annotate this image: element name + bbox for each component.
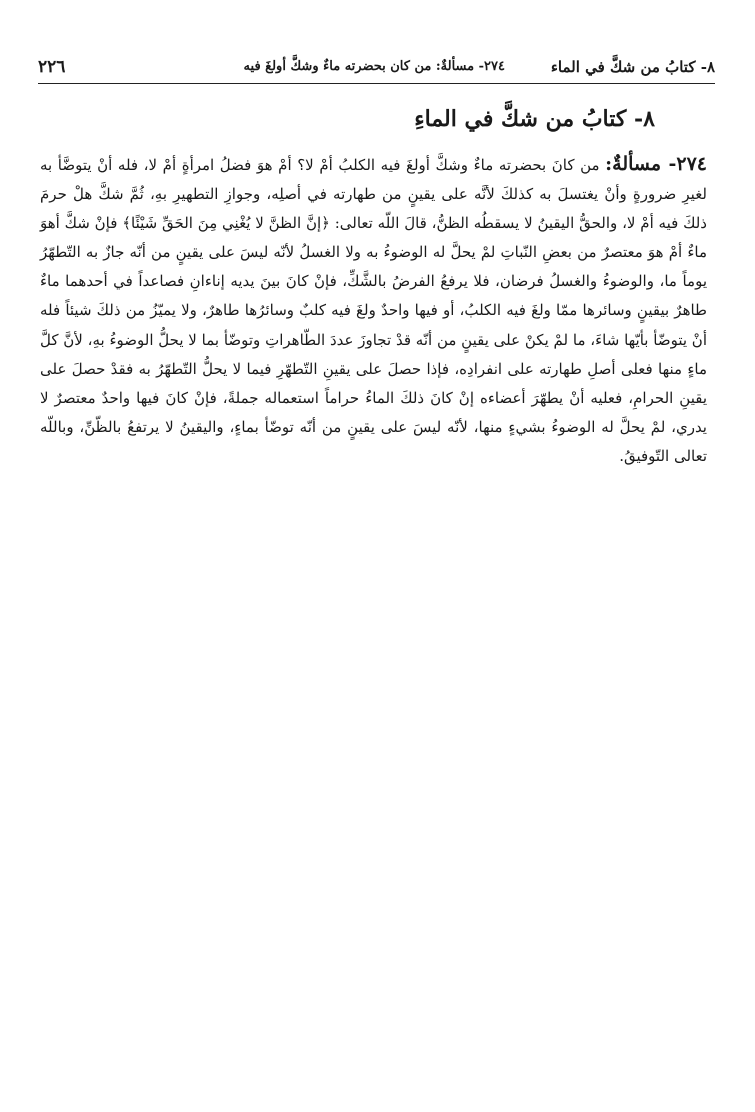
issue-paragraph [40,150,707,471]
chapter-heading: ٨- كتابُ من شكَّ في الماءِ [414,106,655,132]
running-header [38,56,715,84]
header-chapter-title: ٨- كتابُ من شكَّ في الماء [550,58,715,76]
header-issue-title: ٢٧٤- مسألةٌ: من كان بحضرته ماءٌ وشكَّ أولغَ فيه [243,59,505,74]
header-divider [38,83,715,84]
page-number: ٢٢٦ [38,57,66,77]
issue-body-text: من كانَ بحضرته ماءٌ وشكَّ أولغَ فيه الكلبُ أمْ لا؟ أمْ هوَ فضلُ امرأةٍ أمْ لا، فله أنْ يتوضَّأ به لغيرِ ضرورةٍ وأنْ يغتسلَ به كذلكَ لأنَّه على يقينٍ من طهارته في أصلِه، وجوازِ التطهيرِ بهِ، ثُمَّ شكَّ هلْ حرمَ ذلكَ فيه أمْ لا، والحقُّ اليقينُ لا يسقطُه الظنُّ، قالَ اللّه تعالى: ﴿إنَّ الظنَّ لا يُغْنِي مِنَ الحَقِّ شَيْئًا﴾ فإنْ شكَّ أهوَ ماءٌ أمْ هوَ معتصرٌ من بعضِ النّباتِ لمْ يحلَّ له الوضوءُ به ولا الغسلُ لأنّه ليسَ على يقينٍ من أنّه جازٌ به التّطهّرُ يوماً ما، والوضوءُ والغسلُ فرضان، فلا يرفعُ الفرضُ بالشَّكِّ، فإنْ كانَ بينَ يديه إناءانِ فصاعداً في أحدهما ماءٌ طاهرٌ بيقينٍ وسائرها ممّا ولغَ فيه الكلبُ، أو فيها واحدٌ ولغَ فيه كلبٌ وسائرُها طاهرٌ، ولا يميّزُ من ذلكَ شيئاً فله أنْ يتوضّأ بأيّها شاءَ، ما لمْ يكنْ على يقينٍ من أنّه قدْ تجاوزَ عددَ الطّاهراتِ وتوضّأ بما لا يحلُّ الوضوءُ بهِ، لأنَّ كلَّ ماءٍ منها فعلى أصلِ طهارته على انفرادِه، فإذا حصلَ على يقينِ التّطهّرِ فيما لا يحلُّ التّطهّرُ به فقدْ حصلَ على يقينِ الحرامِ، فعليه أنْ يطهّرَ أعضاءه إنْ كانَ ذلكَ الماءُ حراماً استعماله جملةً، فإنْ كانَ فيها واحدٌ معتصرٌ لا يدري، لمْ يحلَّ له الوضوءُ بشيءٍ منها، لأنّه ليسَ على يقينٍ من أنّه توضّأ بماءٍ، واليقينُ لا يرتفعُ بالظّنِّ، وباللّه تعالى التّوفيقُ. [40,156,707,465]
issue-number-label: ٢٧٤- مسألةٌ: [605,153,707,175]
